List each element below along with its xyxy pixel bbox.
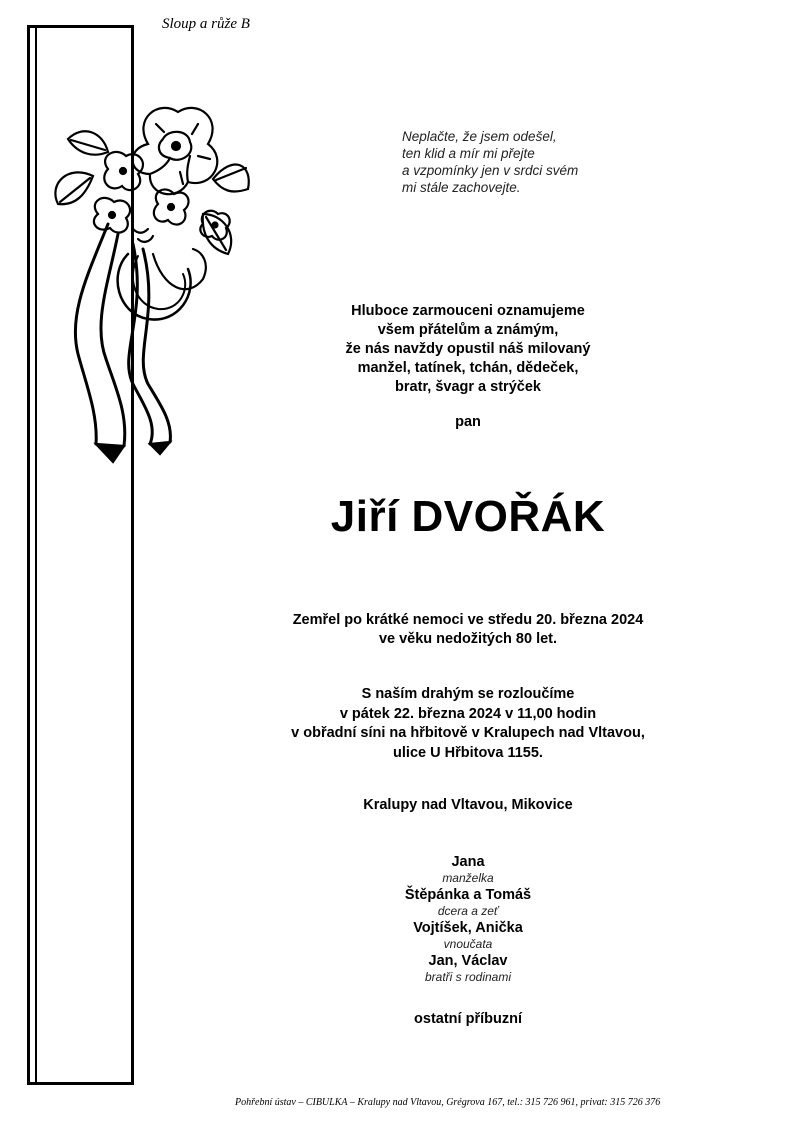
footer: Pohřební ústav – CIBULKA – Kralupy nad Vltavou, Grégrova 167, tel.: 315 726 961, privat: 315 726 376 <box>235 1097 661 1108</box>
place: Kralupy nad Vltavou, Mikovice <box>363 797 573 813</box>
poem-line: mi stále zachovejte. <box>402 180 521 195</box>
deceased-name: Jiří DVOŘÁK <box>330 492 606 541</box>
poem-line: a vzpomínky jen v srdci svém <box>402 163 579 178</box>
death-info <box>225 611 711 649</box>
funeral-line: v pátek 22. března 2024 v 11,00 hodin <box>339 705 597 722</box>
honorific: pan <box>455 414 481 430</box>
other-relatives: ostatní příbuzní <box>414 1011 522 1027</box>
mourner-name: Vojtíšek, Anička <box>413 920 523 936</box>
mourner-name: Štěpánka a Tomáš <box>404 887 532 903</box>
announcement-line: bratr, švagr a strýček <box>395 379 541 395</box>
template-label: Sloup a růže B <box>162 16 250 32</box>
mourner-relation: vnoučata <box>443 937 493 951</box>
funeral-line: ulice U Hřbitova 1155. <box>393 744 543 761</box>
announcement-line: všem přátelům a známým, <box>377 322 559 338</box>
announcement-line: Hluboce zarmouceni oznamujeme <box>351 303 585 319</box>
rose-bouquet-icon <box>38 84 258 504</box>
announcement <box>225 302 711 397</box>
poem-line: ten klid a mír mi přejte <box>402 146 535 161</box>
mourner-relation: dcera a zeť <box>437 904 499 918</box>
funeral-line: v obřadní síni na hřbitově v Kralupech nad Vltavou, <box>291 725 645 741</box>
funeral-info <box>225 685 711 763</box>
mourner-relation: bratři s rodinami <box>424 970 512 984</box>
mourner-name: Jan, Václav <box>428 953 508 969</box>
announcement-line: že nás navždy opustil náš milovaný <box>345 341 591 357</box>
mourners-list <box>225 853 711 985</box>
poem <box>402 128 702 196</box>
poem-line: Neplačte, že jsem odešel, <box>402 129 557 144</box>
mourner-name: Jana <box>451 854 485 870</box>
mourner-relation: manželka <box>442 871 494 885</box>
funeral-line: S naším drahým se rozloučíme <box>361 686 575 702</box>
announcement-line: manžel, tatínek, tchán, dědeček, <box>357 360 579 376</box>
death-info-line: Zemřel po krátké nemoci ve středu 20. března 2024 <box>292 612 644 628</box>
death-info-line: ve věku nedožitých 80 let. <box>378 631 558 647</box>
